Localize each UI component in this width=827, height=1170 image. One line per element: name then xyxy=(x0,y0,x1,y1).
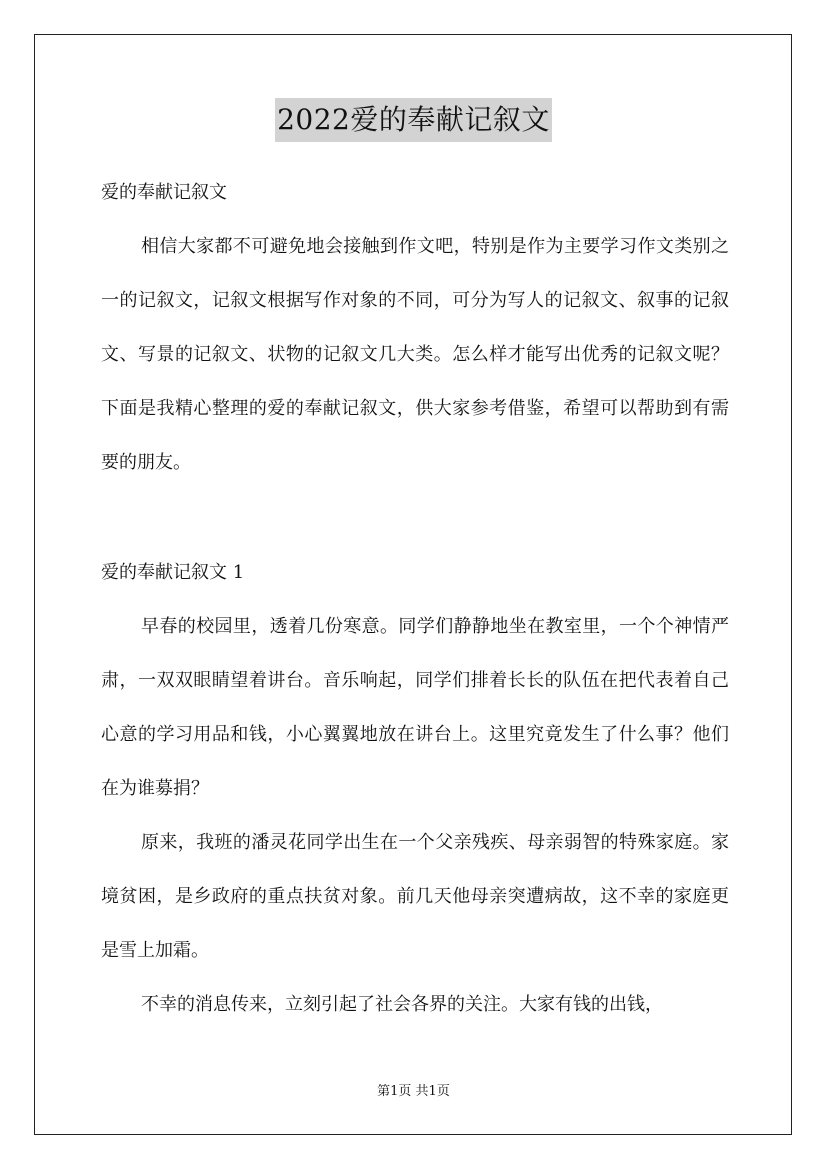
body-paragraph-2: 原来，我班的潘灵花同学出生在一个父亲残疾、母亲弱智的特殊家庭。家境贫困，是乡政府的重点扶贫对象。前几天他母亲突遭病故，这不幸的家庭更是雪上加霜。 xyxy=(101,832,729,961)
intro-paragraph: 相信大家都不可避免地会接触到作文吧，特别是作为主要学习作文类别之一的记叙文，记叙文根据写作对象的不同，可分为写人的记叙文、叙事的记叙文、写景的记叙文、状物的记叙文几大类。怎么样才能写出优秀的记叙文呢？下面是我精心整理的爱的奉献记叙文，供大家参考借鉴，希望可以帮助到有需要的朋友。 xyxy=(101,236,729,473)
page-footer: 第1页 共1页 xyxy=(377,1084,450,1099)
body-paragraph-3: 不幸的消息传来，立刻引起了社会各界的关注。大家有钱的出钱， xyxy=(141,994,663,1015)
document-subtitle: 爱的奉献记叙文 xyxy=(101,182,227,203)
document-title: 2022爱的奉献记叙文 xyxy=(275,98,552,142)
body-paragraph-1: 早春的校园里，透着几份寒意。同学们静静地坐在教室里，一个个神情严肃，一双双眼睛望着讲台。音乐响起，同学们排着长长的队伍在把代表着自己心意的学习用品和钱，小心翼翼地放在讲台上。这里究竟发生了什么事？他们在为谁募捐？ xyxy=(101,616,729,799)
title-container xyxy=(0,98,827,142)
section-heading: 爱的奉献记叙文 1 xyxy=(101,562,245,583)
